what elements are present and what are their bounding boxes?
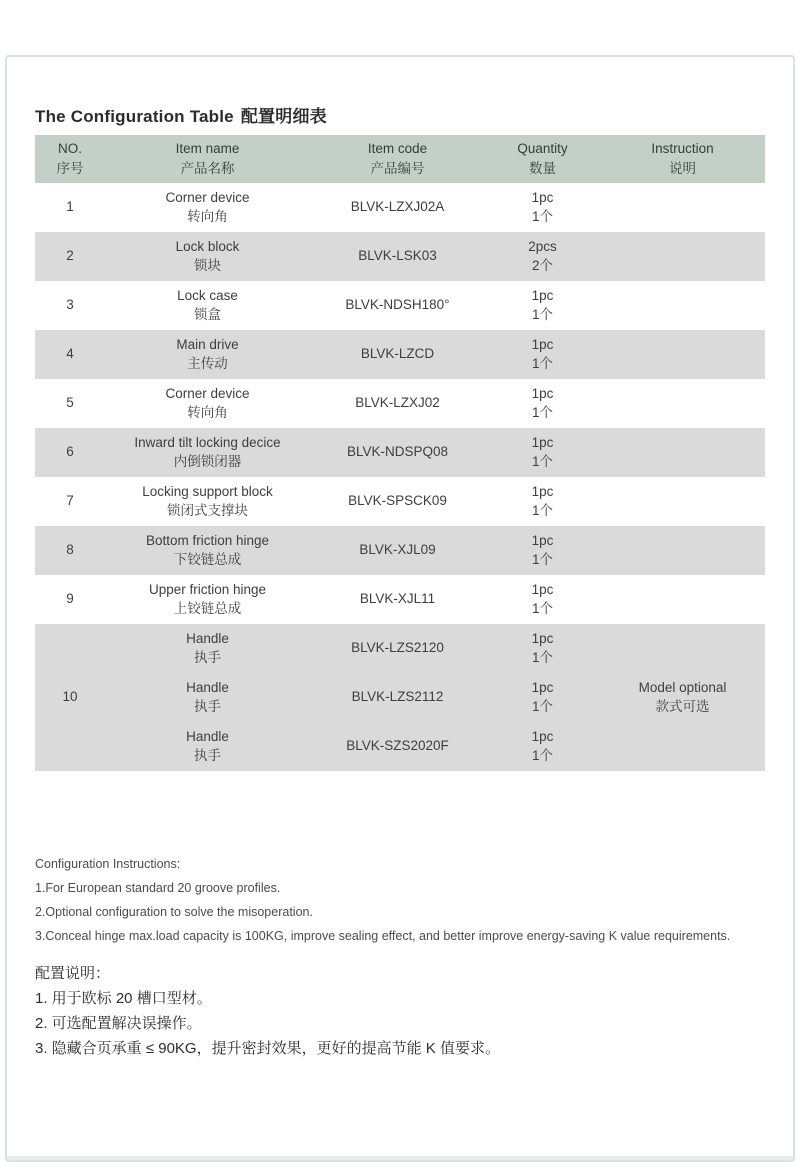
quantity-cell: 2pcs 2个 bbox=[485, 232, 600, 281]
quantity-cell: 1pc 1个 bbox=[485, 624, 600, 673]
instruction-line: 2. 可选配置解决误操作。 bbox=[35, 1015, 202, 1032]
page-title bbox=[35, 107, 793, 127]
table-row bbox=[35, 428, 765, 477]
no-cell: 6 bbox=[35, 428, 105, 477]
instruction-cell: Model optional 款式可选 bbox=[600, 624, 765, 771]
item-code-cell: BLVK-XJL11 bbox=[310, 575, 485, 624]
column-header: Quantity 数量 bbox=[485, 135, 600, 183]
no-cell: 8 bbox=[35, 526, 105, 575]
item-name-cell: Corner device 转向角 bbox=[105, 183, 310, 232]
instruction-cell bbox=[600, 379, 765, 428]
instruction-line: 2.Optional configuration to solve the misoperation. bbox=[35, 905, 313, 919]
item-code-cell: BLVK-NDSPQ08 bbox=[310, 428, 485, 477]
item-name-cell: Lock case 锁盒 bbox=[105, 281, 310, 330]
table-body bbox=[35, 183, 765, 771]
no-cell: 2 bbox=[35, 232, 105, 281]
instruction-line: 1. 用于欧标 20 槽口型材。 bbox=[35, 990, 212, 1007]
quantity-cell: 1pc 1个 bbox=[485, 428, 600, 477]
document-card bbox=[5, 55, 795, 1162]
item-code-cell: BLVK-NDSH180° bbox=[310, 281, 485, 330]
item-code-cell: BLVK-LZCD bbox=[310, 330, 485, 379]
header-row bbox=[35, 135, 765, 183]
quantity-cell: 1pc 1个 bbox=[485, 379, 600, 428]
no-cell: 3 bbox=[35, 281, 105, 330]
instruction-cell bbox=[600, 575, 765, 624]
quantity-cell: 1pc 1个 bbox=[485, 722, 600, 771]
quantity-cell: 1pc 1个 bbox=[485, 673, 600, 722]
table-row bbox=[35, 379, 765, 428]
footer-strip bbox=[7, 1156, 793, 1160]
quantity-cell: 1pc 1个 bbox=[485, 330, 600, 379]
page-title-zh: 配置明细表 bbox=[240, 107, 327, 126]
table-row bbox=[35, 477, 765, 526]
quantity-cell: 1pc 1个 bbox=[485, 477, 600, 526]
instruction-line: 3. 隐藏合页承重 ≤ 90KG，提升密封效果，更好的提高节能 K 值要求。 bbox=[35, 1040, 500, 1057]
table-row bbox=[35, 281, 765, 330]
instruction-cell bbox=[600, 428, 765, 477]
item-name-cell: Upper friction hinge 上铰链总成 bbox=[105, 575, 310, 624]
item-name-cell: Locking support block 锁闭式支撑块 bbox=[105, 477, 310, 526]
quantity-cell: 1pc 1个 bbox=[485, 281, 600, 330]
item-name-cell: Lock block 锁块 bbox=[105, 232, 310, 281]
no-cell: 5 bbox=[35, 379, 105, 428]
item-name-cell: Bottom friction hinge 下铰链总成 bbox=[105, 526, 310, 575]
no-cell: 10 bbox=[35, 624, 105, 771]
instructions-en-heading: Configuration Instructions: bbox=[35, 857, 181, 871]
item-name-cell: Corner device 转向角 bbox=[105, 379, 310, 428]
instructions-zh-heading: 配置说明： bbox=[35, 965, 111, 982]
page-title-en: The Configuration Table bbox=[35, 107, 234, 126]
no-cell: 7 bbox=[35, 477, 105, 526]
column-header: Instruction 说明 bbox=[600, 135, 765, 183]
item-name-cell: Handle 执手 bbox=[105, 673, 310, 722]
table-row bbox=[35, 526, 765, 575]
instruction-line: 1.For European standard 20 groove profiles. bbox=[35, 881, 281, 895]
instruction-cell bbox=[600, 281, 765, 330]
item-name-cell: Handle 执手 bbox=[105, 624, 310, 673]
no-cell: 1 bbox=[35, 183, 105, 232]
no-cell: 9 bbox=[35, 575, 105, 624]
column-header: NO. 序号 bbox=[35, 135, 105, 183]
instruction-cell bbox=[600, 330, 765, 379]
table-row bbox=[35, 624, 765, 673]
configuration-table bbox=[35, 135, 765, 771]
item-name-cell: Inward tilt locking decice 内倒锁闭器 bbox=[105, 428, 310, 477]
quantity-cell: 1pc 1个 bbox=[485, 183, 600, 232]
no-cell: 4 bbox=[35, 330, 105, 379]
instruction-line: 3.Conceal hinge max.load capacity is 100KG, improve sealing effect, and better improve energy-saving K value requirements. bbox=[35, 929, 731, 943]
table-row bbox=[35, 232, 765, 281]
quantity-cell: 1pc 1个 bbox=[485, 526, 600, 575]
item-code-cell: BLVK-SPSCK09 bbox=[310, 477, 485, 526]
instruction-cell bbox=[600, 526, 765, 575]
column-header: Item code 产品编号 bbox=[310, 135, 485, 183]
table-row bbox=[35, 330, 765, 379]
configuration-instructions-en bbox=[35, 855, 751, 945]
item-code-cell: BLVK-XJL09 bbox=[310, 526, 485, 575]
item-code-cell: BLVK-LZXJ02 bbox=[310, 379, 485, 428]
quantity-cell: 1pc 1个 bbox=[485, 575, 600, 624]
instruction-cell bbox=[600, 477, 765, 526]
item-name-cell: Main drive 主传动 bbox=[105, 330, 310, 379]
table-header bbox=[35, 135, 765, 183]
table-row bbox=[35, 575, 765, 624]
item-code-cell: BLVK-SZS2020F bbox=[310, 722, 485, 771]
item-code-cell: BLVK-LZS2112 bbox=[310, 673, 485, 722]
column-header: Item name 产品名称 bbox=[105, 135, 310, 183]
table-row bbox=[35, 183, 765, 232]
configuration-instructions-zh bbox=[35, 966, 751, 1057]
instruction-cell bbox=[600, 232, 765, 281]
item-code-cell: BLVK-LSK03 bbox=[310, 232, 485, 281]
instruction-cell bbox=[600, 183, 765, 232]
item-name-cell: Handle 执手 bbox=[105, 722, 310, 771]
item-code-cell: BLVK-LZS2120 bbox=[310, 624, 485, 673]
item-code-cell: BLVK-LZXJ02A bbox=[310, 183, 485, 232]
